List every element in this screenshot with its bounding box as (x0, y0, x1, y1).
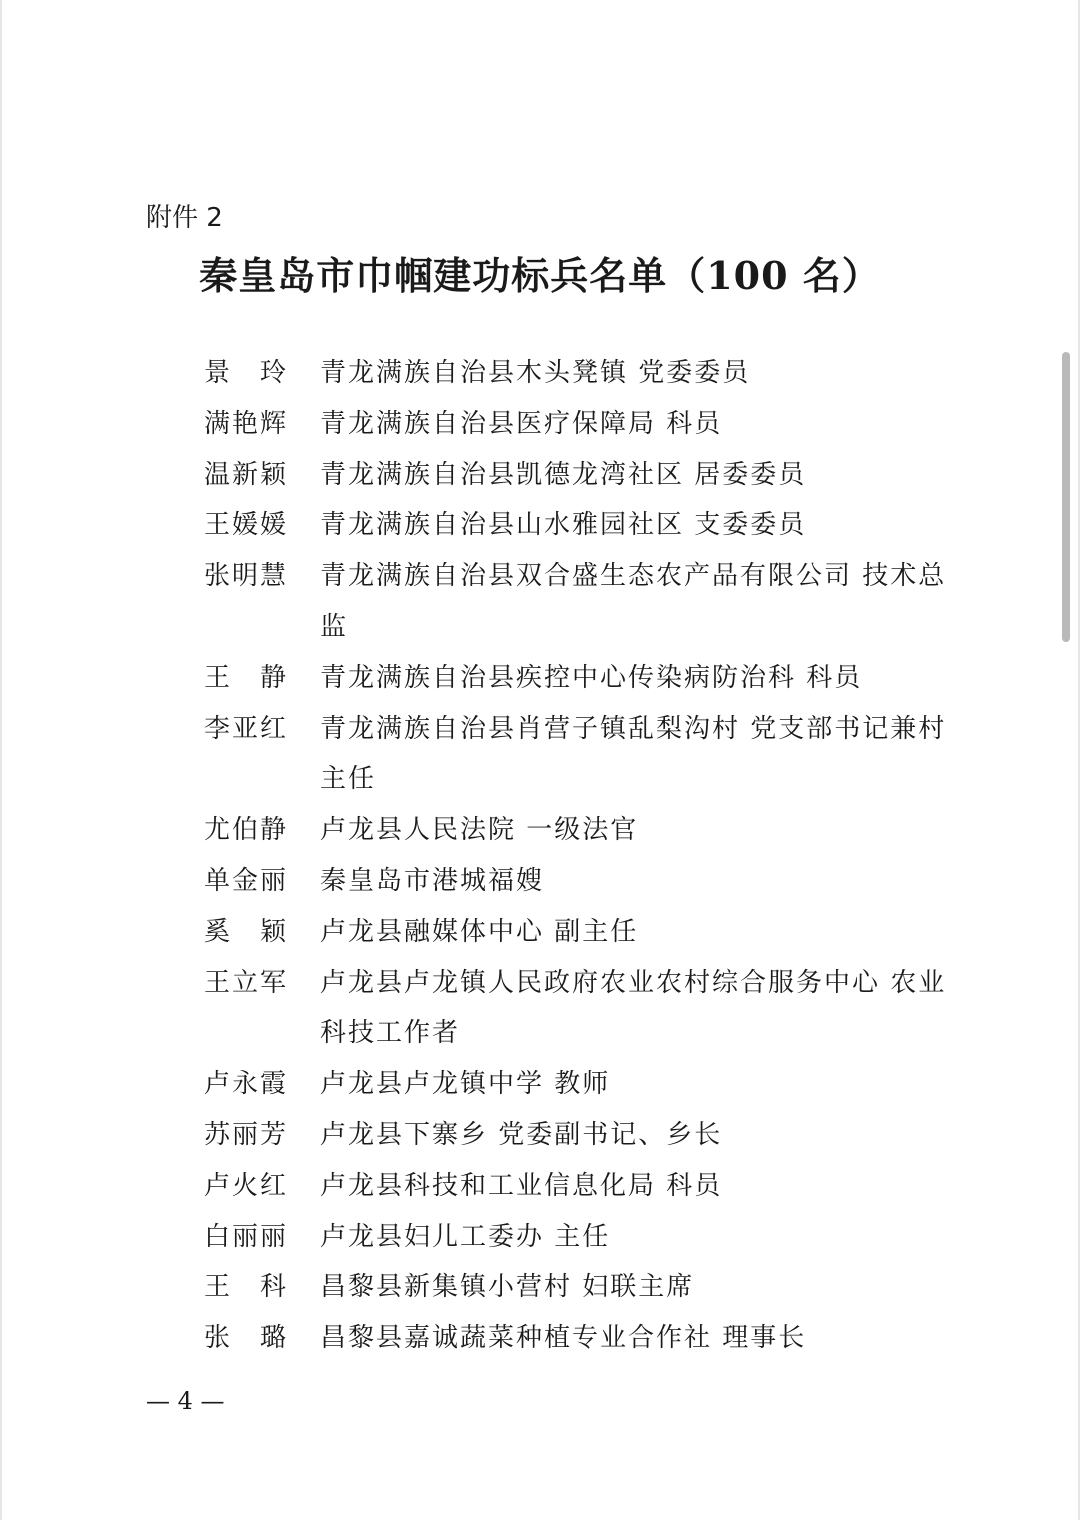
honoree-detail: 卢龙县人民法院 一级法官 (320, 815, 639, 846)
honoree-name: 白丽丽 (204, 1221, 289, 1252)
honoree-name: 张明慧 (204, 561, 289, 592)
list-item (204, 348, 964, 399)
honoree-name: 王立军 (204, 967, 289, 998)
honoree-name: 单金丽 (204, 865, 289, 896)
list-item (204, 856, 964, 907)
honoree-name: 李亚红 (204, 713, 289, 744)
honoree-detail: 青龙满族自治县木头凳镇 党委委员 (320, 358, 751, 388)
honoree-detail: 青龙满族自治县山水雅园社区 支委委员 (320, 510, 807, 541)
list-item (204, 1110, 964, 1161)
honoree-detail: 卢龙县下寨乡 党委副书记、乡长 (320, 1119, 723, 1150)
list-item (204, 704, 964, 806)
list-item (204, 500, 964, 551)
honoree-name: 温新颖 (204, 459, 289, 490)
scrollbar[interactable] (1062, 352, 1070, 642)
list-item (204, 653, 964, 704)
honoree-name: 景 玲 (204, 358, 289, 388)
honoree-name: 卢永霞 (204, 1069, 289, 1100)
honoree-detail: 卢龙县科技和工业信息化局 科员 (320, 1170, 723, 1201)
honoree-detail: 秦皇岛市港城福嫂 (320, 865, 545, 896)
honoree-name: 满艳辉 (204, 408, 289, 439)
honoree-name: 王媛媛 (204, 510, 289, 541)
honoree-name: 奚 颖 (204, 916, 289, 947)
list-item (204, 1212, 964, 1263)
list-item (204, 907, 964, 958)
list-item (204, 399, 964, 450)
document-title: 秦皇岛市巾帼建功标兵名单（100 名） (199, 253, 881, 298)
page-number: — 4 — (146, 1387, 225, 1415)
honoree-detail: 青龙满族自治县双合盛生态农产品有限公司 技术总监 (320, 561, 947, 642)
honoree-name: 王 科 (204, 1272, 289, 1303)
honoree-detail: 卢龙县卢龙镇中学 教师 (320, 1069, 611, 1100)
honoree-detail: 青龙满族自治县疾控中心传染病防治科 科员 (320, 662, 863, 693)
honoree-name: 王 静 (204, 662, 289, 693)
honoree-detail: 青龙满族自治县医疗保障局 科员 (320, 408, 723, 439)
list-item (204, 805, 964, 856)
list-item (204, 958, 964, 1060)
page-edge-left (0, 0, 2, 1520)
honoree-name: 苏丽芳 (204, 1119, 289, 1150)
list-item (204, 1262, 964, 1313)
honoree-name: 尤伯静 (204, 815, 289, 846)
honoree-detail: 昌黎县嘉诚蔬菜种植专业合作社 理事长 (320, 1323, 807, 1354)
honoree-detail: 昌黎县新集镇小营村 妇联主席 (320, 1272, 695, 1303)
honoree-name: 张 璐 (204, 1323, 289, 1354)
list-item (204, 1059, 964, 1110)
attachment-label: 附件 2 (146, 203, 223, 233)
honoree-detail: 卢龙县卢龙镇人民政府农业农村综合服务中心 农业科技工作者 (320, 967, 947, 1049)
honoree-detail: 卢龙县妇儿工委办 主任 (320, 1221, 611, 1252)
list-item (204, 1161, 964, 1212)
honoree-list (204, 348, 964, 1364)
honoree-detail: 青龙满族自治县凯德龙湾社区 居委委员 (320, 459, 807, 490)
list-item (204, 450, 964, 501)
list-item (204, 551, 964, 653)
honoree-detail: 卢龙县融媒体中心 副主任 (320, 916, 639, 947)
list-item (204, 1313, 964, 1364)
honoree-name: 卢火红 (204, 1170, 289, 1201)
honoree-detail: 青龙满族自治县肖营子镇乱梨沟村 党支部书记兼村主任 (320, 713, 947, 795)
